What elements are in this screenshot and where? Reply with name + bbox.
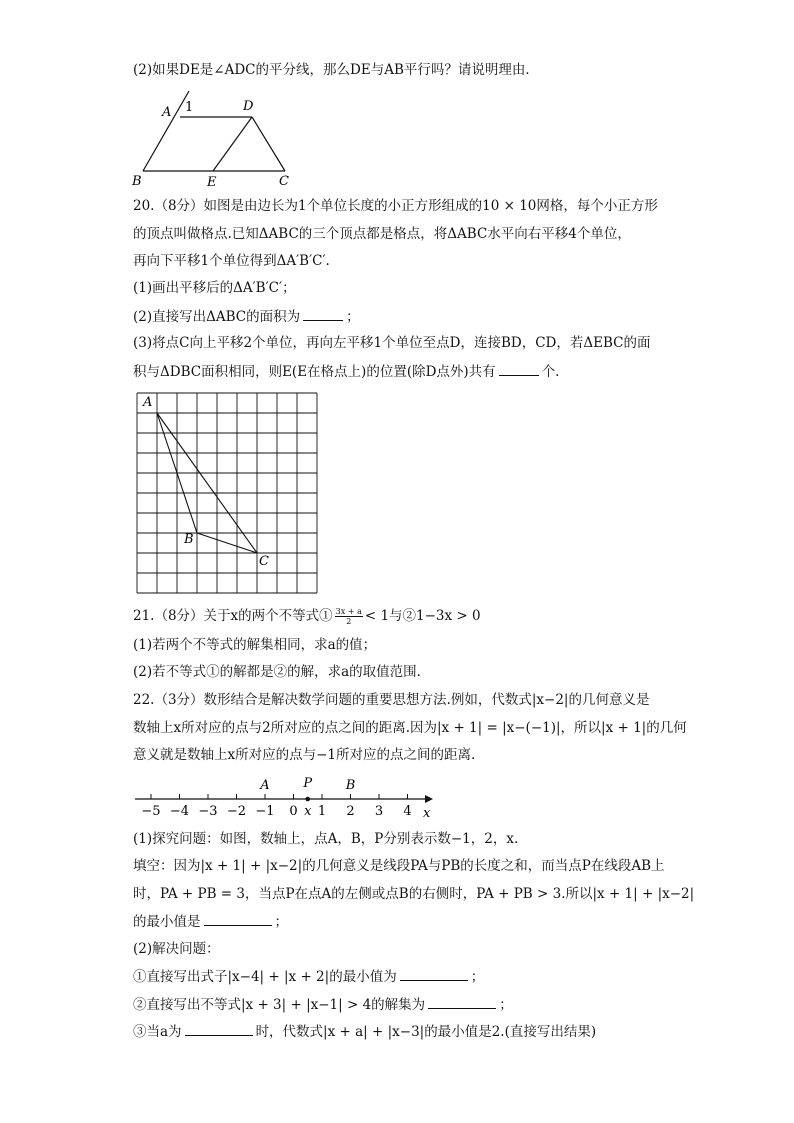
q22-part2-a: ①直接写出式子|x−4| + |x + 2|的最小值为 ；: [133, 966, 484, 987]
axis-label: x: [423, 806, 431, 821]
tick-label: −2: [226, 804, 247, 819]
q20-part3-line1: (3)将点C向上平移2个单位，再向左平移1个单位至点D，连接BD，CD，若ΔEBC的面: [133, 335, 651, 351]
point-P-label: P: [303, 776, 313, 791]
label-D: D: [243, 99, 254, 114]
q20-heading-1: 20.（8分）如图是由边长为1个单位长度的小正方形组成的10 × 10网格，每个小正方形: [133, 198, 658, 214]
answer-blank[interactable]: [303, 306, 343, 321]
q21-part1: (1)若两个不等式的解集相同，求a的值；: [133, 637, 377, 653]
parallelogram-figure: [125, 88, 300, 190]
number-line-figure: [133, 772, 443, 822]
q22-fill-2: 时，PA + PB = 3，当点P在点A的左侧或点B的右侧时，PA + PB > 3.所以|x + 1| + |x−2|: [133, 886, 695, 902]
tick-label: −5: [141, 804, 161, 819]
tick-label: −4: [169, 804, 190, 819]
answer-blank[interactable]: [185, 1021, 253, 1036]
answer-blank[interactable]: [400, 966, 468, 981]
q20-heading-3: 再向下平移1个单位得到ΔA′B′C′.: [133, 253, 330, 269]
q22-part1: (1)探究问题：如图，数轴上，点A，B，P分别表示数−1，2，x.: [133, 831, 519, 847]
answer-blank[interactable]: [499, 361, 539, 376]
answer-blank[interactable]: [428, 994, 496, 1009]
line-DC: [252, 117, 285, 171]
q22-heading-2: 数轴上x所对应的点与2所对应的点之间的距离.因为|x + 1| = |x−(−1)|，所以|x + 1|的几何: [133, 720, 687, 736]
tick-label: 1: [317, 804, 327, 819]
q20-part3-line2: 积与ΔDBC面积相同，则E(E在格点上)的位置(除D点外)共有 个.: [133, 361, 559, 382]
point-P-value-label: x: [304, 804, 312, 819]
q21-part2: (2)若不等式①的解都是②的解，求a的取值范围．: [133, 664, 431, 680]
tick-label: 2: [346, 804, 355, 819]
tick-label: −1: [255, 804, 275, 819]
tick-label: −3: [198, 804, 218, 819]
q22-part2-c: ③当a为 时，代数式|x + a| + |x−3|的最小值是2.(直接写出结果): [133, 1021, 596, 1042]
answer-blank[interactable]: [204, 911, 272, 926]
q20-heading-2: 的顶点叫做格点.已知ΔABC的三个顶点都是格点，将ΔABC水平向右平移4个单位，: [133, 226, 631, 242]
label-A: A: [162, 105, 172, 120]
q22-heading-1: 22.（3分）数形结合是解决数学问题的重要思想方法.例如，代数式|x−2|的几何意义是: [133, 692, 650, 708]
point-A-label: A: [260, 778, 270, 793]
grid-figure: [137, 393, 337, 593]
segment-AC: [157, 413, 257, 553]
q22-part2: (2)解决问题：: [133, 941, 220, 957]
label-angle-1: 1: [185, 100, 194, 115]
q22-fill-1: 填空：因为|x + 1| + |x−2|的几何意义是线段PA与PB的长度之和，而当点P在线段AB上: [133, 858, 665, 874]
point-B-label: B: [345, 778, 356, 793]
q20-part1: (1)画出平移后的ΔA′B′C′；: [133, 280, 296, 296]
tick-label: 0: [289, 804, 298, 819]
segment-BC: [197, 533, 257, 553]
line-AB: [143, 91, 189, 171]
label-B: B: [132, 174, 142, 189]
q22-part2-b: ②直接写出不等式|x + 3| + |x−1| > 4的解集为 ；: [133, 994, 513, 1015]
q22-heading-3: 意义就是数轴上x所对应的点与−1所对应的点之间的距离.: [133, 747, 476, 763]
grid-label-B: B: [184, 532, 194, 547]
q21-heading: 21.（8分）关于x的两个不等式① $\frac{3x + a}{2}$ < 1与②1−3x > 0: [133, 607, 481, 626]
axis-arrow: [425, 795, 433, 803]
tick-label: 3: [374, 804, 384, 819]
grid-label-A: A: [143, 395, 153, 410]
q20-part2: (2)直接写出ΔABC的面积为 ；: [133, 306, 360, 327]
fraction: $\frac{3x + a}{2}$: [335, 607, 362, 626]
label-C: C: [279, 174, 289, 189]
grid-label-C: C: [259, 554, 269, 569]
q19-part2: (2)如果DE是∠ADC的平分线，那么DE与AB平行吗？请说明理由．: [133, 62, 539, 78]
line-DE: [213, 117, 252, 171]
tick-label: 4: [403, 804, 412, 819]
q22-fill-3: 的最小值是 ；: [133, 911, 288, 932]
point-P: [305, 797, 310, 802]
label-E: E: [207, 175, 217, 190]
